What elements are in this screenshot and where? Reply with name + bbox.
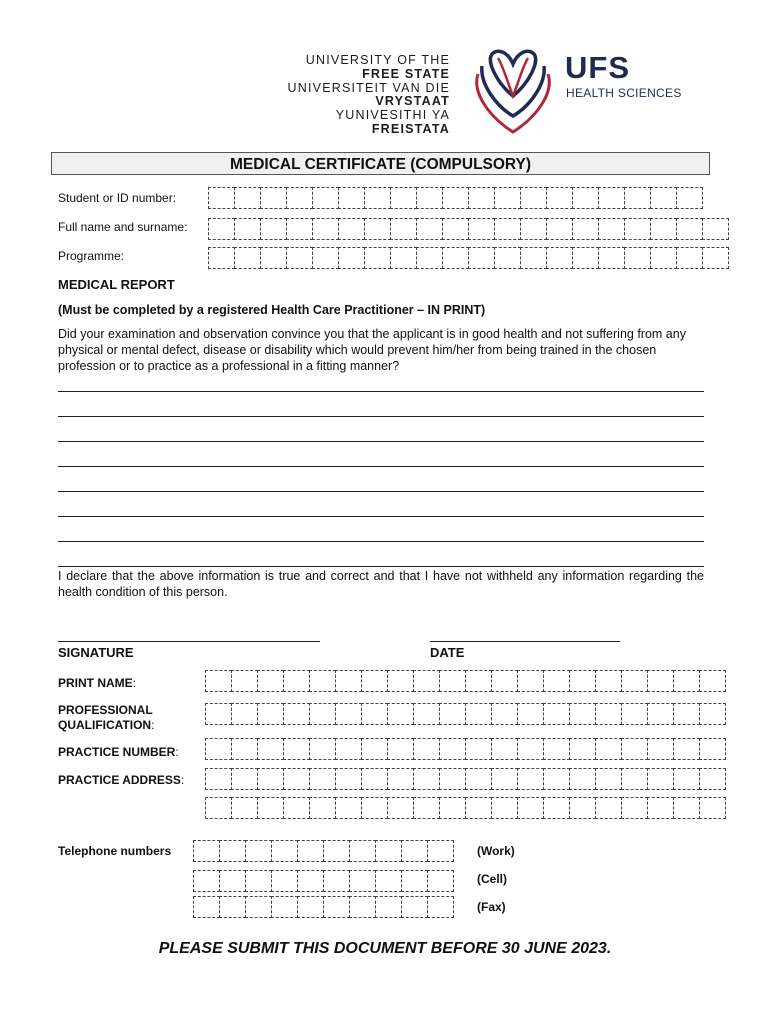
input-box[interactable] xyxy=(375,840,402,862)
input-box[interactable] xyxy=(413,738,440,760)
input-box[interactable] xyxy=(465,768,492,790)
uni-line-3: UNIVERSITEIT VAN DIE xyxy=(287,80,450,95)
input-box[interactable] xyxy=(413,797,440,819)
input-box[interactable] xyxy=(702,218,729,240)
input-box[interactable] xyxy=(647,738,674,760)
input-box[interactable] xyxy=(245,840,272,862)
signature-label: SIGNATURE xyxy=(58,645,134,660)
work-label: (Work) xyxy=(477,844,515,858)
input-box[interactable] xyxy=(595,670,622,692)
input-box[interactable] xyxy=(257,670,284,692)
practice-number-field[interactable] xyxy=(205,738,725,760)
input-box[interactable] xyxy=(364,187,391,209)
input-box[interactable] xyxy=(468,247,495,269)
input-box[interactable] xyxy=(387,670,414,692)
input-box[interactable] xyxy=(312,187,339,209)
telephone-label: Telephone numbers xyxy=(58,844,172,858)
input-box[interactable] xyxy=(416,218,443,240)
input-box[interactable] xyxy=(219,896,246,918)
input-box[interactable] xyxy=(595,738,622,760)
input-box[interactable] xyxy=(702,247,729,269)
fax-label: (Fax) xyxy=(477,900,506,914)
input-box[interactable] xyxy=(257,797,284,819)
input-box[interactable] xyxy=(271,870,298,892)
colon: : xyxy=(175,745,179,759)
input-box[interactable] xyxy=(543,797,570,819)
input-box[interactable] xyxy=(673,703,700,725)
input-box[interactable] xyxy=(699,768,726,790)
input-box[interactable] xyxy=(520,187,547,209)
input-box[interactable] xyxy=(260,187,287,209)
input-box[interactable] xyxy=(349,896,376,918)
input-box[interactable] xyxy=(309,797,336,819)
uni-line-2: FREE STATE xyxy=(362,66,450,81)
programme-field[interactable] xyxy=(208,247,728,269)
report-instruction: (Must be completed by a registered Health Care Practitioner – IN PRINT) xyxy=(58,303,486,317)
input-box[interactable] xyxy=(621,738,648,760)
input-box[interactable] xyxy=(546,218,573,240)
input-box[interactable] xyxy=(699,738,726,760)
input-box[interactable] xyxy=(598,218,625,240)
uni-line-5: YUNIVESITHI YA xyxy=(335,108,450,123)
colon: : xyxy=(151,718,155,732)
uni-line-1: UNIVERSITY OF THE xyxy=(305,53,450,67)
cell-label: (Cell) xyxy=(477,872,507,886)
input-box[interactable] xyxy=(401,840,428,862)
answer-line-3[interactable] xyxy=(58,441,704,442)
practice-address-field-2[interactable] xyxy=(205,797,725,819)
medical-report-heading: MEDICAL REPORT xyxy=(58,277,175,292)
input-box[interactable] xyxy=(338,187,365,209)
input-box[interactable] xyxy=(309,703,336,725)
input-box[interactable] xyxy=(413,670,440,692)
programme-label: Programme: xyxy=(58,249,125,263)
input-box[interactable] xyxy=(208,218,235,240)
input-box[interactable] xyxy=(517,703,544,725)
input-box[interactable] xyxy=(234,247,261,269)
input-box[interactable] xyxy=(491,738,518,760)
date-line[interactable] xyxy=(430,641,620,642)
input-box[interactable] xyxy=(621,797,648,819)
input-box[interactable] xyxy=(543,703,570,725)
brand-name: UFS xyxy=(565,50,630,85)
ufs-logo-icon xyxy=(468,44,558,136)
input-box[interactable] xyxy=(569,768,596,790)
input-box[interactable] xyxy=(309,768,336,790)
input-box[interactable] xyxy=(624,187,651,209)
input-box[interactable] xyxy=(491,768,518,790)
input-box[interactable] xyxy=(465,738,492,760)
input-box[interactable] xyxy=(335,797,362,819)
practice-address-label xyxy=(58,773,184,787)
input-box[interactable] xyxy=(361,797,388,819)
input-box[interactable] xyxy=(543,738,570,760)
input-box[interactable] xyxy=(465,797,492,819)
input-box[interactable] xyxy=(309,670,336,692)
input-box[interactable] xyxy=(323,896,350,918)
input-box[interactable] xyxy=(650,187,677,209)
student-id-label: Student or ID number: xyxy=(58,191,177,205)
input-box[interactable] xyxy=(260,218,287,240)
telephone-work-field[interactable] xyxy=(193,840,453,862)
input-box[interactable] xyxy=(205,738,232,760)
input-box[interactable] xyxy=(572,187,599,209)
input-box[interactable] xyxy=(427,896,454,918)
input-box[interactable] xyxy=(375,870,402,892)
colon: : xyxy=(180,773,185,787)
input-box[interactable] xyxy=(621,670,648,692)
input-box[interactable] xyxy=(338,247,365,269)
input-box[interactable] xyxy=(491,670,518,692)
input-box[interactable] xyxy=(699,797,726,819)
university-name xyxy=(266,54,450,137)
input-box[interactable] xyxy=(390,247,417,269)
input-box[interactable] xyxy=(494,218,521,240)
input-box[interactable] xyxy=(335,768,362,790)
uni-line-6: FREISTATA xyxy=(371,121,450,136)
input-box[interactable] xyxy=(286,187,313,209)
input-box[interactable] xyxy=(260,247,287,269)
uni-line-4: VRYSTAAT xyxy=(375,94,450,109)
input-box[interactable] xyxy=(572,247,599,269)
input-box[interactable] xyxy=(283,670,310,692)
input-box[interactable] xyxy=(595,797,622,819)
qualification-label-line2: QUALIFICATION xyxy=(58,718,152,732)
input-box[interactable] xyxy=(335,738,362,760)
input-box[interactable] xyxy=(427,870,454,892)
input-box[interactable] xyxy=(231,703,258,725)
input-box[interactable] xyxy=(193,870,220,892)
input-box[interactable] xyxy=(375,896,402,918)
input-box[interactable] xyxy=(465,703,492,725)
input-box[interactable] xyxy=(283,768,310,790)
input-box[interactable] xyxy=(387,797,414,819)
input-box[interactable] xyxy=(673,797,700,819)
input-box[interactable] xyxy=(361,670,388,692)
input-box[interactable] xyxy=(309,738,336,760)
input-box[interactable] xyxy=(673,768,700,790)
input-box[interactable] xyxy=(297,840,324,862)
input-box[interactable] xyxy=(271,840,298,862)
input-box[interactable] xyxy=(219,840,246,862)
practice-number-label xyxy=(58,745,179,759)
input-box[interactable] xyxy=(193,896,220,918)
input-box[interactable] xyxy=(595,703,622,725)
input-box[interactable] xyxy=(647,797,674,819)
input-box[interactable] xyxy=(468,187,495,209)
input-box[interactable] xyxy=(286,218,313,240)
input-box[interactable] xyxy=(439,797,466,819)
input-box[interactable] xyxy=(349,840,376,862)
input-box[interactable] xyxy=(219,870,246,892)
input-box[interactable] xyxy=(546,187,573,209)
report-question: Did your examination and observation convince you that the applicant is in good health and not suffering from any physical or mental defect, disease or disability which would prevent him/her from being trained in the chosen profession or to practice as a professional in a fitting manner? xyxy=(58,327,686,373)
input-box[interactable] xyxy=(676,187,703,209)
input-box[interactable] xyxy=(364,218,391,240)
input-box[interactable] xyxy=(517,738,544,760)
input-box[interactable] xyxy=(621,703,648,725)
input-box[interactable] xyxy=(387,703,414,725)
input-box[interactable] xyxy=(323,870,350,892)
input-box[interactable] xyxy=(390,218,417,240)
input-box[interactable] xyxy=(439,703,466,725)
input-box[interactable] xyxy=(647,670,674,692)
input-box[interactable] xyxy=(205,670,232,692)
input-box[interactable] xyxy=(390,187,417,209)
input-box[interactable] xyxy=(465,670,492,692)
input-box[interactable] xyxy=(361,768,388,790)
answer-line-4[interactable] xyxy=(58,466,704,467)
input-box[interactable] xyxy=(234,218,261,240)
input-box[interactable] xyxy=(517,670,544,692)
input-box[interactable] xyxy=(650,218,677,240)
input-box[interactable] xyxy=(297,870,324,892)
input-box[interactable] xyxy=(439,670,466,692)
telephone-fax-field[interactable] xyxy=(193,896,453,918)
input-box[interactable] xyxy=(413,703,440,725)
input-box[interactable] xyxy=(569,738,596,760)
input-box[interactable] xyxy=(468,218,495,240)
input-box[interactable] xyxy=(491,797,518,819)
qualification-label xyxy=(58,703,154,733)
input-box[interactable] xyxy=(520,247,547,269)
print-name-text: PRINT NAME xyxy=(58,676,133,690)
input-box[interactable] xyxy=(312,218,339,240)
input-box[interactable] xyxy=(257,738,284,760)
input-box[interactable] xyxy=(335,670,362,692)
input-box[interactable] xyxy=(193,840,220,862)
practice-address-field-1[interactable] xyxy=(205,768,725,790)
input-box[interactable] xyxy=(245,870,272,892)
full-name-field[interactable] xyxy=(208,218,728,240)
qualification-label-line1: PROFESSIONAL xyxy=(58,703,153,717)
input-box[interactable] xyxy=(520,218,547,240)
answer-line-2[interactable] xyxy=(58,416,704,417)
input-box[interactable] xyxy=(364,247,391,269)
input-box[interactable] xyxy=(257,768,284,790)
answer-line-6[interactable] xyxy=(58,516,704,517)
signature-line[interactable] xyxy=(58,641,320,642)
input-box[interactable] xyxy=(569,797,596,819)
input-box[interactable] xyxy=(387,768,414,790)
practice-number-text: PRACTICE NUMBER xyxy=(58,745,176,759)
answer-line-5[interactable] xyxy=(58,491,704,492)
input-box[interactable] xyxy=(335,703,362,725)
input-box[interactable] xyxy=(699,670,726,692)
input-box[interactable] xyxy=(323,840,350,862)
input-box[interactable] xyxy=(517,768,544,790)
input-box[interactable] xyxy=(286,247,313,269)
input-box[interactable] xyxy=(283,738,310,760)
colon: : xyxy=(132,676,137,690)
input-box[interactable] xyxy=(699,703,726,725)
input-box[interactable] xyxy=(595,768,622,790)
input-box[interactable] xyxy=(517,797,544,819)
answer-line-7[interactable] xyxy=(58,541,704,542)
answer-line-1[interactable] xyxy=(58,391,704,392)
input-box[interactable] xyxy=(676,218,703,240)
input-box[interactable] xyxy=(283,797,310,819)
input-box[interactable] xyxy=(208,187,235,209)
input-box[interactable] xyxy=(598,247,625,269)
input-box[interactable] xyxy=(442,187,469,209)
input-box[interactable] xyxy=(234,187,261,209)
input-box[interactable] xyxy=(231,797,258,819)
input-box[interactable] xyxy=(676,247,703,269)
input-box[interactable] xyxy=(208,247,235,269)
input-box[interactable] xyxy=(673,670,700,692)
input-box[interactable] xyxy=(257,703,284,725)
input-box[interactable] xyxy=(205,797,232,819)
input-box[interactable] xyxy=(205,768,232,790)
input-box[interactable] xyxy=(647,703,674,725)
brand-subtitle: HEALTH SCIENCES xyxy=(566,86,682,100)
input-box[interactable] xyxy=(338,218,365,240)
input-box[interactable] xyxy=(543,768,570,790)
input-box[interactable] xyxy=(624,247,651,269)
input-box[interactable] xyxy=(442,247,469,269)
input-box[interactable] xyxy=(427,840,454,862)
input-box[interactable] xyxy=(647,768,674,790)
answer-line-8[interactable] xyxy=(58,566,704,567)
practice-address-text: PRACTICE ADDRESS xyxy=(58,773,181,787)
print-name-label xyxy=(58,676,136,690)
input-box[interactable] xyxy=(401,896,428,918)
input-box[interactable] xyxy=(569,703,596,725)
input-box[interactable] xyxy=(572,218,599,240)
input-box[interactable] xyxy=(231,768,258,790)
input-box[interactable] xyxy=(413,768,440,790)
input-box[interactable] xyxy=(439,768,466,790)
input-box[interactable] xyxy=(312,247,339,269)
input-box[interactable] xyxy=(543,670,570,692)
input-box[interactable] xyxy=(361,703,388,725)
page-title: MEDICAL CERTIFICATE (COMPULSORY) xyxy=(51,152,710,175)
input-box[interactable] xyxy=(283,703,310,725)
input-box[interactable] xyxy=(650,247,677,269)
input-box[interactable] xyxy=(621,768,648,790)
input-box[interactable] xyxy=(439,738,466,760)
input-box[interactable] xyxy=(494,187,521,209)
input-box[interactable] xyxy=(494,247,521,269)
input-box[interactable] xyxy=(569,670,596,692)
telephone-cell-field[interactable] xyxy=(193,870,453,892)
student-id-field[interactable] xyxy=(208,187,702,209)
input-box[interactable] xyxy=(673,738,700,760)
input-box[interactable] xyxy=(349,870,376,892)
full-name-label: Full name and surname: xyxy=(58,220,188,234)
input-box[interactable] xyxy=(491,703,518,725)
input-box[interactable] xyxy=(231,738,258,760)
input-box[interactable] xyxy=(416,247,443,269)
input-box[interactable] xyxy=(361,738,388,760)
date-label: DATE xyxy=(430,645,465,660)
input-box[interactable] xyxy=(231,670,258,692)
input-box[interactable] xyxy=(297,896,324,918)
input-box[interactable] xyxy=(598,187,625,209)
input-box[interactable] xyxy=(245,896,272,918)
input-box[interactable] xyxy=(546,247,573,269)
input-box[interactable] xyxy=(624,218,651,240)
print-name-field[interactable] xyxy=(205,670,725,692)
input-box[interactable] xyxy=(401,870,428,892)
submission-deadline: PLEASE SUBMIT THIS DOCUMENT BEFORE 30 JUNE 2023. xyxy=(158,940,612,957)
declaration-text: I declare that the above information is true and correct and that I have not withheld any information regarding the health condition of this person. xyxy=(58,569,704,599)
input-box[interactable] xyxy=(205,703,232,725)
input-box[interactable] xyxy=(387,738,414,760)
qualification-field[interactable] xyxy=(205,703,725,725)
input-box[interactable] xyxy=(416,187,443,209)
input-box[interactable] xyxy=(442,218,469,240)
input-box[interactable] xyxy=(271,896,298,918)
